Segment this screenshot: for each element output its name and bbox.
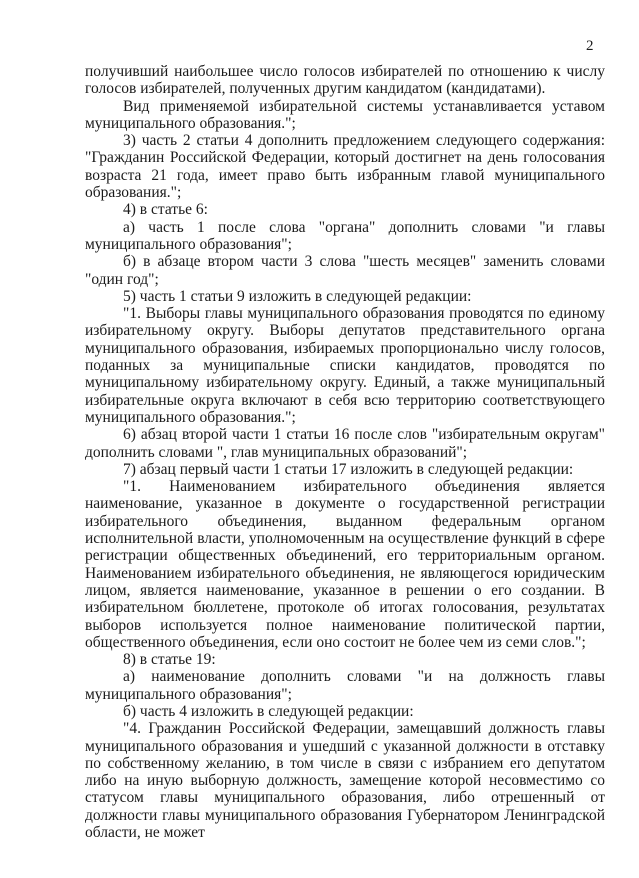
paragraph: 3) часть 2 статьи 4 дополнить предложением следующего содержания: "Гражданин Российской Федерации, который достигнет на день голосования возраста 21 года, имеет право быть избранным главой муниципального образования."; bbox=[85, 132, 605, 202]
paragraph: "4. Гражданин Российской Федерации, замещавший должность главы муниципального образования и ушедший с указанной должности в отставку по собственному желанию, в том числе в связи с избранием его депутатом либо на иную выборную должность, замещение которой несовместимо со статусом главы муниципального образования, либо отрешенный от должности главы муниципального образования Губернатором Ленинградской области, не может bbox=[85, 720, 605, 842]
paragraph: 5) часть 1 статьи 9 изложить в следующей редакции: bbox=[123, 287, 472, 305]
paragraph: 6) абзац второй части 1 статьи 16 после слов "избирательным округам" дополнить словами ", глав муниципальных образований"; bbox=[85, 426, 605, 461]
page-number: 2 bbox=[586, 38, 594, 54]
paragraph: а) наименование дополнить словами "и на должность главы муниципального образования"; bbox=[85, 668, 605, 703]
paragraph: 8) в статье 19: bbox=[123, 651, 216, 669]
paragraph: б) в абзаце втором части 3 слова "шесть месяцев" заменить словами "один год"; bbox=[85, 253, 605, 288]
paragraph: б) часть 4 изложить в следующей редакции: bbox=[123, 702, 414, 720]
paragraph: получивший наибольшее число голосов избирателей по отношению к числу голосов избирателей, полученных другим кандидатом (кандидатами). bbox=[85, 63, 605, 98]
paragraph: 4) в статье 6: bbox=[123, 201, 208, 219]
paragraph: 7) абзац первый части 1 статьи 17 изложить в следующей редакции: bbox=[123, 460, 574, 478]
document-body bbox=[85, 63, 605, 841]
paragraph: "1. Наименованием избирательного объединения является наименование, указанное в документе о государственной регистрации избирательного объединения, выданном федеральным органом исполнительной власти, уполномоченным на осуществление функций в сфере регистрации общественных объединений, его территориальным органом. Наименованием избирательного объединения, не являющегося юридическим лицом, является наименование, указанное в решении о его создании. В избирательном бюллетене, протоколе об итогах голосования, результатах выборов используется полное наименование политической партии, общественного объединения, если оно состоит не более чем из семи слов."; bbox=[85, 478, 605, 651]
paragraph: а) часть 1 после слова "органа" дополнить словами "и главы муниципального образования"; bbox=[85, 218, 605, 253]
paragraph: Вид применяемой избирательной системы устанавливается уставом муниципального образования."; bbox=[85, 97, 605, 132]
paragraph: "1. Выборы главы муниципального образования проводятся по единому избирательному округу. Выборы депутатов представительного органа муниципального образования, избираемых пропорционально числу голосов, поданных за муниципальные списки кандидатов, проводятся по муниципальному избирательному округу. Единый, а также муниципальный избирательные округа включают в себя всю территорию соответствующего муниципального образования."; bbox=[85, 305, 605, 426]
